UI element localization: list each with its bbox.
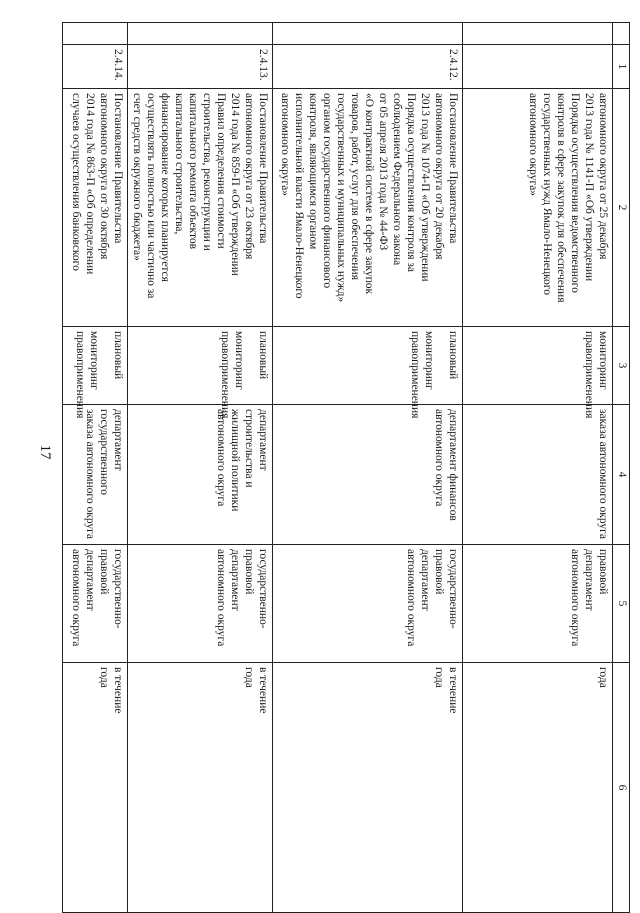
executor-cell-line: департамент государственного xyxy=(98,409,124,495)
normative-act-cell xyxy=(63,89,128,327)
responsible-cell xyxy=(128,545,273,663)
monitoring-type-cell xyxy=(273,327,463,419)
monitoring-type-cell-line xyxy=(436,331,446,400)
monitoring-type-cell-line: правоприменения xyxy=(219,331,231,419)
executor-cell-line: жилищной политики xyxy=(229,409,241,512)
monitoring-type-cell-line: плановый xyxy=(447,331,459,380)
monitoring-type-cell-line: правоприменения xyxy=(74,331,86,419)
normative-act-cell-line: Порядка осуществления контроля за xyxy=(405,93,417,273)
monitoring-type-cell-line: мониторинг xyxy=(88,331,100,390)
monitoring-type-cell-line: правоприменения xyxy=(583,331,595,419)
normative-act-cell-line: Постановление Правительства xyxy=(112,93,124,244)
responsible-cell-line: государственно- xyxy=(257,549,269,629)
normative-act-cell-line: Постановление Правительства xyxy=(447,93,459,244)
normative-act-cell-line: Правил определения стоимости xyxy=(215,93,227,249)
normative-act-cell-line: автономного округа» xyxy=(527,93,539,197)
term-cell-line: года xyxy=(243,667,255,688)
table-row xyxy=(463,23,613,913)
header-spacer xyxy=(613,23,630,45)
normative-act-cell-line: автономного округа от 20 декабря xyxy=(433,93,445,260)
term-cell-line: года xyxy=(433,667,445,688)
executor-cell-line: департамент финансов xyxy=(447,409,459,521)
row-spacer xyxy=(273,23,463,45)
row-number: 2.4.13. xyxy=(128,45,273,89)
responsible-cell xyxy=(463,545,613,663)
normative-act-cell-line: «О контрактной системе в сфере закупок xyxy=(363,93,375,295)
responsible-cell-line: департамент xyxy=(419,549,431,611)
row-spacer xyxy=(63,23,128,45)
table-row xyxy=(63,23,128,913)
responsible-cell-line: правовой xyxy=(597,549,609,595)
table-row xyxy=(273,23,463,913)
responsible-cell-line: автономного округа xyxy=(70,549,82,647)
normative-act-cell-line: капитального строительства, xyxy=(173,93,185,235)
header-col-1: 1 xyxy=(613,45,630,89)
term-cell xyxy=(463,663,613,913)
normative-act-cell-line: Постановление Правительства xyxy=(257,93,269,244)
normative-act-cell-line: случаев осуществления банковского xyxy=(70,93,82,271)
header-row xyxy=(613,23,630,913)
executor-cell-line: автономного округа xyxy=(215,409,227,507)
responsible-cell-line: правовой xyxy=(433,549,445,595)
row-spacer xyxy=(128,23,273,45)
monitoring-type-cell-line: мониторинг xyxy=(423,331,435,390)
row-number: 2.4.14. xyxy=(63,45,128,89)
normative-act-cell-line: органом государственного финансового xyxy=(321,93,333,289)
header-col-4: 4 xyxy=(613,405,630,545)
executor-cell xyxy=(63,405,128,545)
normative-act-cell-line: государственных и муниципальных нужд» xyxy=(335,93,347,303)
monitoring-type-cell-line: мониторинг xyxy=(233,331,245,390)
normative-act-cell-line: Порядка осуществления ведомственного xyxy=(569,93,581,293)
monitoring-type-cell-line: мониторинг xyxy=(597,331,609,390)
responsible-cell-line: государственно- xyxy=(112,549,124,629)
executor-cell-line: автономного округа xyxy=(433,409,445,507)
normative-act-cell-line: контроля, являющимся органом xyxy=(307,93,319,250)
normative-act-cell-line: капитального ремонта объектов xyxy=(187,93,199,250)
normative-act-cell-line: соблюдением Федерального закона xyxy=(391,93,403,266)
executor-cell xyxy=(463,405,613,545)
normative-act-cell xyxy=(273,89,463,327)
monitoring-type-cell-line xyxy=(101,331,111,400)
normative-act-cell-line: 2014 года № 859-П «Об утверждении xyxy=(229,93,241,276)
responsible-cell-line: государственно- xyxy=(447,549,459,629)
row-number: 2.4.12. xyxy=(273,45,463,89)
header-col-3: 3 xyxy=(613,327,630,405)
normative-act-cell-line: от 05 апреля 2013 года № 44-ФЗ xyxy=(377,93,389,251)
normative-act-cell-line: товаров, работ, услуг для обеспечения xyxy=(349,93,361,280)
responsible-cell xyxy=(273,545,463,663)
term-cell-line: в течение xyxy=(112,667,124,714)
normative-act-cell-line: автономного округа от 23 октября xyxy=(243,93,255,260)
monitoring-type-cell-line: правоприменения xyxy=(409,331,421,419)
responsible-cell-line: правовой xyxy=(243,549,255,595)
responsible-cell-line: автономного округа xyxy=(215,549,227,647)
term-cell-line: в течение xyxy=(257,667,269,714)
term-cell xyxy=(273,663,463,913)
row-spacer xyxy=(463,23,613,45)
responsible-cell xyxy=(63,545,128,663)
normative-act-cell-line: 2014 года № 863-П «Об определении xyxy=(84,93,96,275)
plan-table-grid xyxy=(62,22,630,913)
executor-cell-line: департамент строительства и xyxy=(243,409,269,488)
normative-act-cell-line: 2013 года № 1141-П «Об утверждении xyxy=(583,93,595,282)
term-cell-line: года xyxy=(597,667,609,688)
monitoring-type-cell-line: плановый xyxy=(112,331,124,380)
executor-cell-line: заказа автономного округа xyxy=(84,409,96,539)
header-col-6: 6 xyxy=(613,663,630,913)
monitoring-type-cell-line: плановый xyxy=(257,331,269,380)
monitoring-type-cell xyxy=(128,327,273,419)
normative-act-cell-line: счет средств окружного бюджета» xyxy=(131,93,143,261)
page-number: 17 xyxy=(37,444,53,460)
executor-cell-line: заказа автономного округа xyxy=(597,409,609,539)
normative-act-cell-line: автономного округа от 30 октября xyxy=(98,93,110,260)
plan-table xyxy=(70,22,630,912)
monitoring-type-cell xyxy=(463,327,613,419)
normative-act-cell xyxy=(463,89,613,327)
responsible-cell-line: автономного округа xyxy=(569,549,581,647)
term-cell-line: года xyxy=(98,667,110,688)
row-number xyxy=(463,45,613,89)
responsible-cell-line: департамент xyxy=(84,549,96,611)
normative-act-cell-line: автономного округа» xyxy=(279,93,291,197)
term-cell xyxy=(63,663,128,913)
header-col-5: 5 xyxy=(613,545,630,663)
normative-act-cell-line: исполнительной власти Ямало-Ненецкого xyxy=(293,93,305,299)
table-row xyxy=(128,23,273,913)
normative-act-cell-line: автономного округа от 25 декабря xyxy=(597,93,609,260)
normative-act-cell-line: 2013 года № 1074-П «Об утверждении xyxy=(419,93,431,282)
responsible-cell-line: правовой xyxy=(98,549,110,595)
responsible-cell-line: департамент xyxy=(229,549,241,611)
monitoring-type-cell xyxy=(63,327,128,419)
term-cell xyxy=(128,663,273,913)
normative-act-cell-line: контроля в сфере закупок для обеспечения xyxy=(555,93,567,303)
term-cell-line: в течение xyxy=(447,667,459,714)
normative-act-cell-line: строительства, реконструкции и xyxy=(201,93,213,251)
normative-act-cell-line: осуществлять полностью или частично за xyxy=(145,93,157,299)
header-col-2: 2 xyxy=(613,89,630,327)
normative-act-cell-line: государственных нужд Ямало-Ненецкого xyxy=(541,93,553,295)
executor-cell xyxy=(128,405,273,545)
monitoring-type-cell-line xyxy=(246,331,256,400)
responsible-cell-line: департамент xyxy=(583,549,595,611)
normative-act-cell xyxy=(128,89,273,327)
responsible-cell-line: автономного округа xyxy=(405,549,417,647)
executor-cell xyxy=(273,405,463,545)
normative-act-cell-line: финансирование которых планируется xyxy=(159,93,171,282)
